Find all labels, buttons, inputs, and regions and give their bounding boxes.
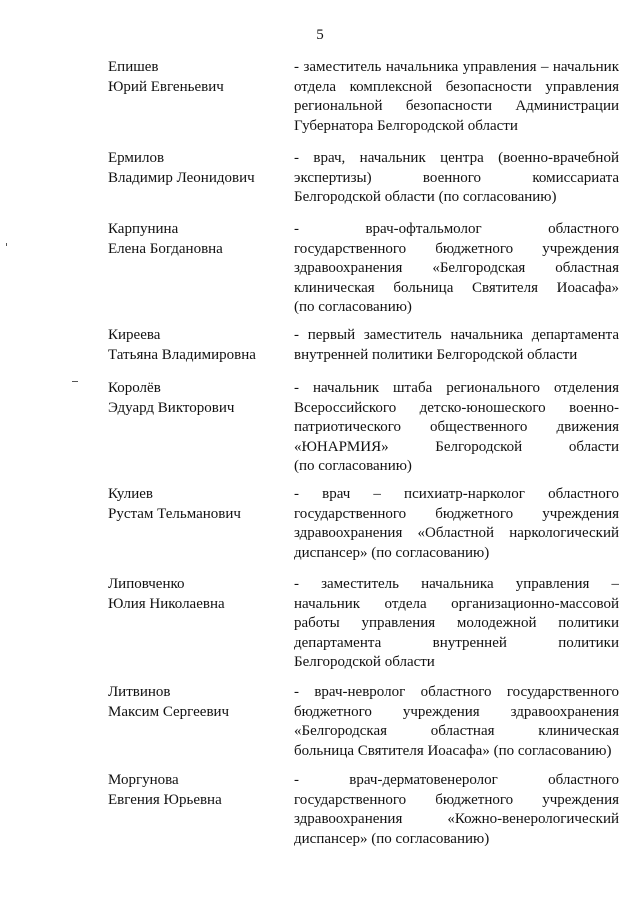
position-line: государственного бюджетного учреждения xyxy=(294,240,619,257)
position-line: здравоохранения «Белгородская областная xyxy=(294,260,619,276)
position-line: государственного бюджетного учреждения xyxy=(294,505,619,522)
member-surname: Епишев xyxy=(108,59,159,75)
member-surname: Литвинов xyxy=(108,684,171,700)
member-given-names: Рустам Тельманович xyxy=(108,505,241,522)
member-given-names: Владимир Леонидович xyxy=(108,169,255,186)
member-name xyxy=(108,485,278,524)
position-line: - начальник штаба регионального отделения xyxy=(294,380,619,396)
position-line: региональной безопасности Администрации xyxy=(294,98,619,114)
position-line: «ЮНАРМИЯ» Белгородской области xyxy=(294,438,619,455)
position-line: клиническая больница Святителя Иоасафа» xyxy=(294,279,619,296)
member-surname: Карпунина xyxy=(108,221,179,237)
member-surname: Киреева xyxy=(108,327,161,343)
position-line: департамента внутренней политики xyxy=(294,634,619,651)
member-name xyxy=(108,326,278,365)
position-line: Белгородской области xyxy=(294,654,435,670)
position-line: отдела комплексной безопасности управления xyxy=(294,78,619,95)
position-line: - врач-невролог областного государственного xyxy=(294,684,619,700)
member-surname: Ермилов xyxy=(108,150,165,166)
member-surname: Кулиев xyxy=(108,486,153,502)
member-position xyxy=(294,326,619,365)
member-position xyxy=(294,575,619,673)
member-position xyxy=(294,58,619,136)
position-line: здравоохранения «Кожно-венерологический xyxy=(294,811,619,827)
position-line: - врач – психиатр-нарколог областного xyxy=(294,486,619,502)
position-line: Губернатора Белгородской области xyxy=(294,117,518,134)
position-line: (по согласованию) xyxy=(294,458,412,474)
position-line: государственного бюджетного учреждения xyxy=(294,791,619,808)
member-name xyxy=(108,575,278,614)
position-line: диспансер» (по согласованию) xyxy=(294,830,490,847)
position-line: Всероссийского детско-юношеского военно- xyxy=(294,399,619,416)
member-given-names: Елена Богдановна xyxy=(108,240,223,257)
member-name xyxy=(108,379,278,418)
position-line: - заместитель начальника управления – начальник xyxy=(294,59,619,75)
position-line: - первый заместитель начальника департамента xyxy=(294,327,619,343)
member-position xyxy=(294,771,619,849)
position-line: Белгородской области (по согласованию) xyxy=(294,189,557,205)
member-name xyxy=(108,220,278,259)
member-surname: Моргунова xyxy=(108,772,179,788)
member-position xyxy=(294,220,619,318)
member-position xyxy=(294,379,619,477)
member-position xyxy=(294,485,619,563)
member-given-names: Эдуард Викторович xyxy=(108,399,235,416)
position-line: больница Святителя Иоасафа» (по согласованию) xyxy=(294,742,612,759)
position-line: - врач-офтальмолог областного xyxy=(294,221,619,237)
position-line: - заместитель начальника управления – xyxy=(294,576,619,592)
member-name xyxy=(108,149,278,188)
position-line: (по согласованию) xyxy=(294,299,412,315)
position-line: - врач, начальник центра (военно-врачебной xyxy=(294,150,619,166)
position-line: внутренней политики Белгородской области xyxy=(294,346,578,363)
position-line: экспертизы) военного комиссариата xyxy=(294,169,619,186)
position-line: работы управления молодежной политики xyxy=(294,615,619,631)
member-name xyxy=(108,771,278,810)
member-surname: Липовченко xyxy=(108,576,185,592)
member-given-names: Татьяна Владимировна xyxy=(108,346,256,363)
position-line: - врач-дерматовенеролог областного xyxy=(294,772,619,788)
page-number: 5 xyxy=(316,27,324,43)
member-given-names: Юлия Николаевна xyxy=(108,595,225,612)
margin-mark xyxy=(6,243,7,246)
member-name xyxy=(108,683,278,722)
position-line: здравоохранения «Областной наркологический xyxy=(294,525,619,541)
margin-mark xyxy=(72,381,78,382)
member-name xyxy=(108,58,278,97)
member-surname: Королёв xyxy=(108,380,161,396)
member-position xyxy=(294,149,619,208)
member-position xyxy=(294,683,619,761)
position-line: «Белгородская областная клиническая xyxy=(294,723,619,739)
member-given-names: Максим Сергеевич xyxy=(108,703,230,720)
position-line: бюджетного учреждения здравоохранения xyxy=(294,703,619,720)
member-given-names: Евгения Юрьевна xyxy=(108,791,222,808)
position-line: диспансер» (по согласованию) xyxy=(294,544,490,561)
member-given-names: Юрий Евгеньевич xyxy=(108,78,224,95)
position-line: патриотического общественного движения xyxy=(294,419,619,435)
position-line: начальник отдела организационно-массовой xyxy=(294,595,619,612)
